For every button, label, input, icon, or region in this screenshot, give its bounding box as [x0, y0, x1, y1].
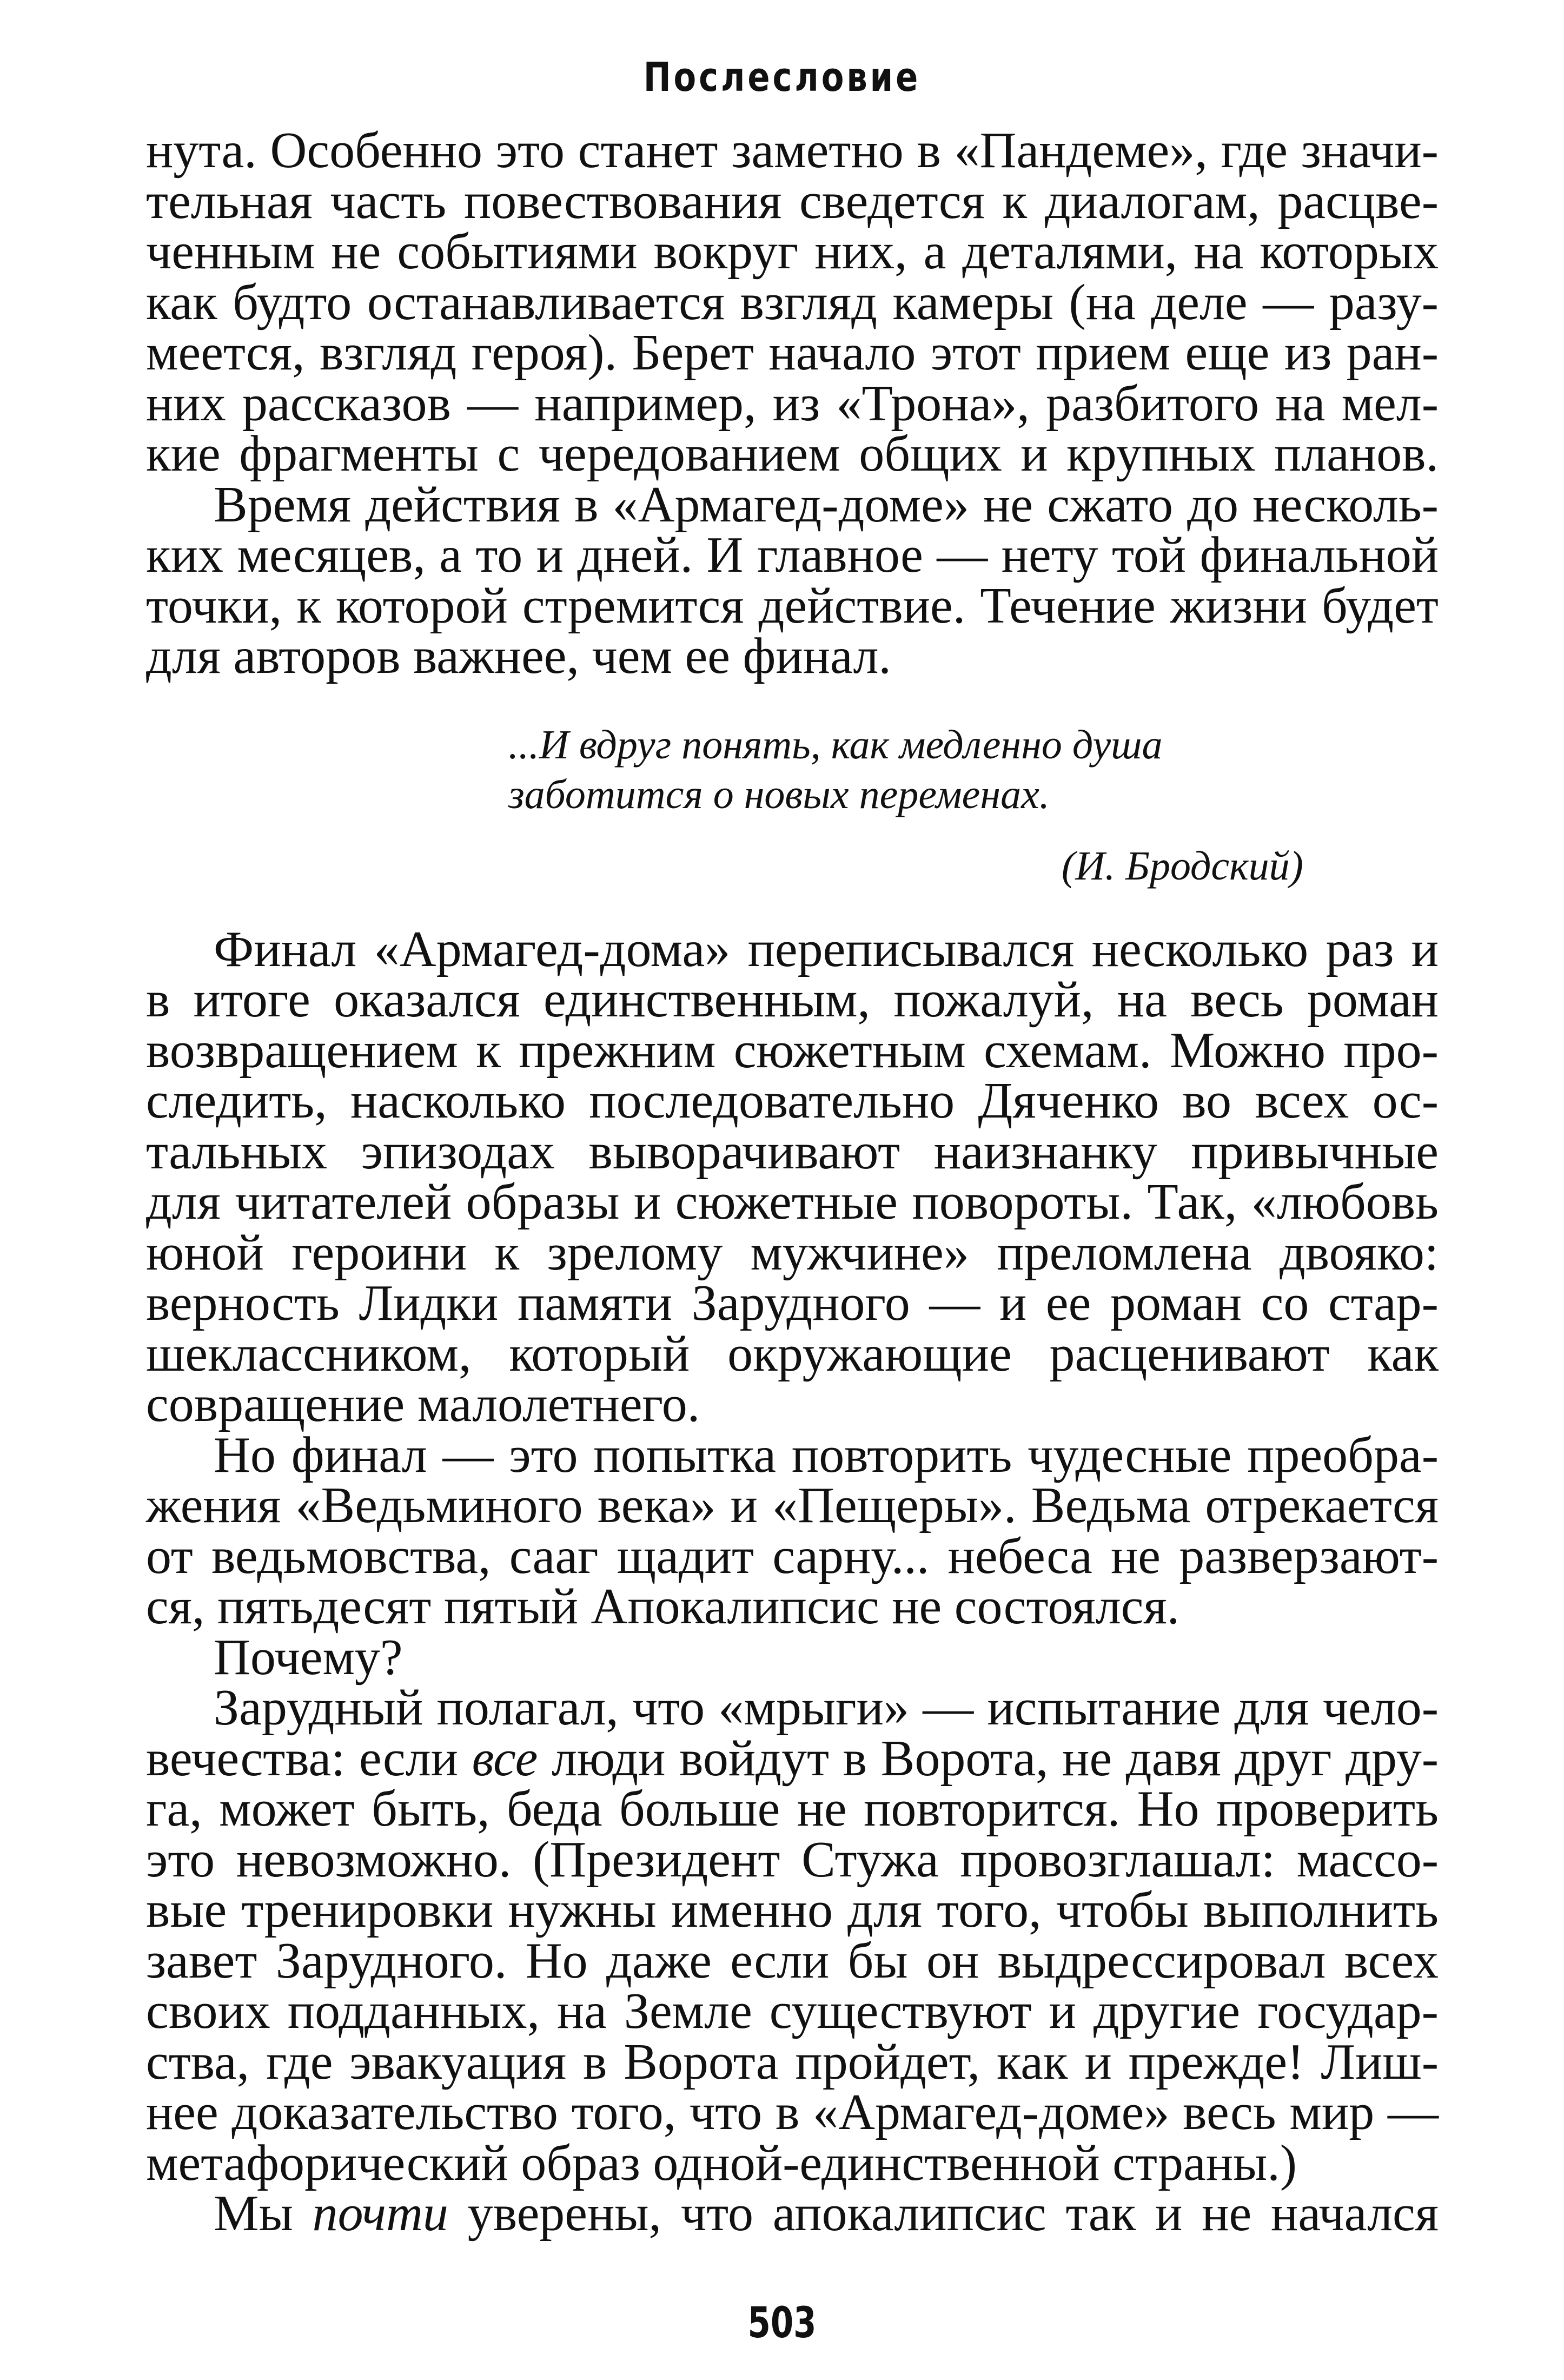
epigraph-source: (И. Бродский) — [1061, 843, 1303, 889]
page-number: 503 — [747, 2299, 817, 2348]
text-line: совращение малолетнего. — [146, 1376, 700, 1432]
text-line — [146, 2185, 1439, 2242]
text-line: метафорический образ одной-единственной страны.) — [146, 2134, 1297, 2191]
text-line: для читателей образы и сюжетные повороты. Так, «любовь — [146, 1174, 1439, 1230]
text-line: как будто останавливается взгляд камеры (на деле — разу- — [146, 274, 1439, 330]
text-line: юной героини к зрелому мужчине» преломлена двояко: — [146, 1224, 1439, 1281]
paragraph — [146, 2185, 1439, 2242]
emphasis: все — [472, 1730, 538, 1787]
epigraph-line: ...И вдруг понять, как медленно душа — [508, 722, 1163, 768]
text-line: ся, пятьдесят пятый Апокалипсис не состоялся. — [146, 1578, 1180, 1635]
text-line: от ведьмовства, сааг щадит сарну... небеса не разверзают- — [146, 1528, 1439, 1584]
text-line: Время действия в «Армагед-доме» не сжато до несколь- — [214, 476, 1439, 533]
text-line: га, может быть, беда больше не повторится. Но проверить — [146, 1781, 1439, 1837]
body-text — [146, 122, 1439, 2242]
text-line: Финал «Армагед-дома» переписывался несколько раз и — [214, 921, 1439, 977]
text-line: Но финал — это попытка повторить чудесные преобра- — [214, 1426, 1439, 1483]
text-line: точки, к которой стремится действие. Течение жизни будет — [146, 577, 1439, 634]
text-line: них рассказов — например, из «Трона», разбитого на мел- — [146, 375, 1439, 432]
text-line: следить, насколько последовательно Дяченко во всех ос- — [146, 1073, 1439, 1129]
paragraph — [146, 476, 1439, 684]
text-line: шеклассником, который окружающие расценивают как — [146, 1325, 1439, 1382]
text-run: Мы — [214, 2185, 313, 2242]
text-line: в итоге оказался единственным, пожалуй, на весь роман — [146, 971, 1439, 1028]
epigraph-line: заботится о новых переменах. — [508, 771, 1050, 817]
text-line: нее доказательство того, что в «Армагед-доме» весь мир — — [146, 2084, 1439, 2140]
text-line: Почему? — [214, 1629, 403, 1685]
text-line: ких месяцев, а то и дней. И главное — нету той финальной — [146, 527, 1439, 583]
text-line: тальных эпизодах выворачивают наизнанку привычные — [146, 1123, 1439, 1180]
paragraph — [146, 1680, 1439, 2191]
text-line: своих подданных, на Земле существуют и другие государ- — [146, 1983, 1439, 2039]
text-line: это невозможно. (Президент Стужа провозглашал: массо- — [146, 1831, 1439, 1888]
text-line: вые тренировки нужны именно для того, чтобы выполнить — [146, 1882, 1439, 1938]
text-line: нута. Особенно это станет заметно в «Пандеме», где значи- — [146, 122, 1439, 178]
text-line: завет Зарудного. Но даже если бы он выдрессировал всех — [146, 1932, 1439, 1989]
running-head: Послесловие — [643, 54, 921, 101]
paragraph — [146, 122, 1439, 482]
paragraph — [146, 1629, 1439, 1685]
text-line: меется, взгляд героя). Берет начало этот прием еще из ран- — [146, 325, 1439, 381]
paragraph — [146, 1426, 1439, 1635]
epigraph — [508, 720, 1303, 891]
text-line: жения «Ведьминого века» и «Пещеры». Ведьма отрекается — [146, 1477, 1439, 1533]
text-line: возвращением к прежним сюжетным схемам. Можно про- — [146, 1022, 1439, 1079]
text-line: для авторов важнее, чем ее финал. — [146, 628, 891, 684]
text-run: вечества: если — [146, 1730, 472, 1787]
emphasis: почти — [312, 2185, 448, 2242]
text-run: уверены, что апокалипсис так и не начался — [448, 2185, 1439, 2242]
text-line: ства, где эвакуация в Ворота пройдет, как и прежде! Лиш- — [146, 2033, 1439, 2090]
text-line: ченным не событиями вокруг них, а деталями, на которых — [146, 223, 1439, 280]
text-line: кие фрагменты с чередованием общих и крупных планов. — [146, 426, 1439, 482]
paragraph — [146, 921, 1439, 1432]
text-run: люди войдут в Ворота, не давя друг дру- — [538, 1730, 1439, 1787]
text-line: верность Лидки памяти Зарудного — и ее роман со стар- — [146, 1275, 1439, 1331]
text-line: Зарудный полагал, что «мрыги» — испытание для чело- — [214, 1680, 1439, 1736]
text-line — [146, 1730, 1439, 1787]
section-gap — [146, 891, 1439, 924]
text-line: тельная часть повествования сведется к диалогам, расцве- — [146, 173, 1439, 229]
